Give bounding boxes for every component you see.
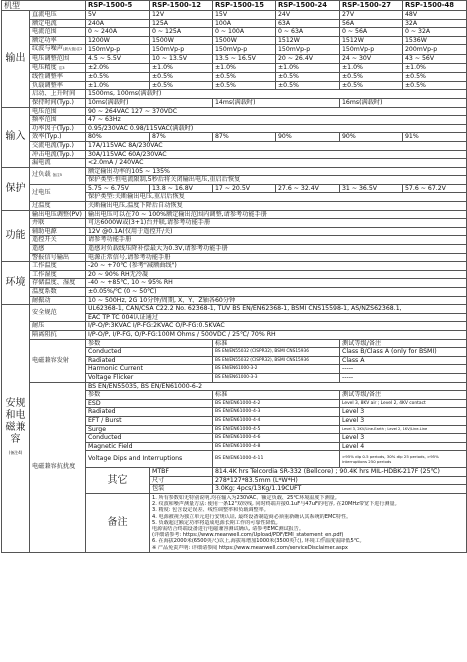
section-notes: 备注 <box>86 494 150 553</box>
note-line: 5. 负载超过额定功率将造成电源长期工作的可靠性降低。 <box>152 519 281 526</box>
cell: 0.95/230VAC 0.98/115VAC(满载时) <box>86 124 467 133</box>
input-row <box>2 116 467 125</box>
model-name: RSP-1500-12 <box>150 1 213 11</box>
cell: EAC TP TC 004认证通过 <box>86 313 467 322</box>
input-row <box>2 159 467 168</box>
output-row <box>2 90 467 99</box>
cell: 0 ~ 125A <box>150 28 213 37</box>
environment-row <box>2 262 467 271</box>
cell: BS EN/EN61000-4-2 <box>213 399 340 408</box>
cell: 150mVp-p <box>86 45 150 55</box>
cell: ±1.0% <box>213 63 276 73</box>
cell: BS EN/EN61000-3-2 <box>213 365 340 374</box>
cell: 20 ~ 26.4V <box>276 54 340 63</box>
row-label: 工作温度 <box>30 262 86 271</box>
cell: ±0.05%/℃ (0 ~ 50℃) <box>86 288 467 297</box>
cell: 87% <box>150 133 213 142</box>
cell: 3.0Kg; 4pcs/13Kg/1.19CUFT <box>213 485 467 494</box>
cell: 参数 <box>86 391 213 400</box>
function-row <box>2 236 467 245</box>
cell: Level 3 <box>340 416 467 425</box>
cell: Radiated <box>86 408 213 417</box>
cell: 57.6 ~ 67.2V <box>403 184 467 193</box>
cell: 24 ~ 30V <box>340 54 403 63</box>
row-label: 警报信号输出 <box>30 253 86 262</box>
cell: 150mVp-p <box>340 45 403 55</box>
spec-table <box>1 0 467 553</box>
output-row <box>2 19 467 28</box>
cell: 17 ~ 20.5V <box>213 184 276 193</box>
row-label: 线性调整率 <box>30 73 86 82</box>
output-row <box>2 98 467 107</box>
row-label: 启动、上升时间 <box>30 90 86 99</box>
cell: 0 ~ 63A <box>276 28 340 37</box>
cell: 参数 <box>86 339 213 348</box>
note-text: (最大值)注2 <box>62 47 83 52</box>
cell: 1500W <box>213 36 276 45</box>
input-row <box>2 150 467 159</box>
emc-emission-row <box>2 339 467 348</box>
cell: 0 ~ 100A <box>213 28 276 37</box>
cell: 30A/115VAC 60A/230VAC <box>86 150 467 159</box>
cell: ±0.5% <box>150 81 213 90</box>
section-function: 功能 <box>2 210 30 262</box>
row-label: 包装 <box>150 485 213 494</box>
cell: Class B/Class A (only for BSMI) <box>340 348 467 357</box>
cell: 保护类型:关断输出电压,重启后恢复 <box>86 193 467 202</box>
cell: 1512W <box>340 36 403 45</box>
cell: ±0.5% <box>213 73 276 82</box>
section-other: 其它 <box>86 468 150 494</box>
cell: ±2.0% <box>86 63 150 73</box>
cell: 1512W <box>276 36 340 45</box>
function-row <box>2 245 467 254</box>
cell: 31 ~ 36.5V <box>340 184 403 193</box>
cell: 150mVp-p <box>150 45 213 55</box>
input-row <box>2 141 467 150</box>
model-header-row <box>2 1 467 11</box>
cell: ±0.5% <box>150 73 213 82</box>
model-name: RSP-1500-27 <box>340 1 403 11</box>
model-name: RSP-1500-24 <box>276 1 340 11</box>
cell: 10 ~ 13.5V <box>150 54 213 63</box>
cell: 标准 <box>213 391 340 400</box>
cell: I/P-O/P:3KVAC I/P-FG:2KVAC O/P-FG:0.5KVAC <box>86 322 467 331</box>
cell: ±0.5% <box>340 81 403 90</box>
function-row <box>2 219 467 228</box>
row-label: MTBF <box>150 468 213 477</box>
label-text: 电压精度 <box>32 63 57 71</box>
row-label: 冲击电流(Typ.) <box>30 150 86 159</box>
cell: 90% <box>276 133 340 142</box>
row-label: 电流范围 <box>30 28 86 37</box>
cell: Harmonic Current <box>86 365 213 374</box>
cell: Surge <box>86 425 213 434</box>
safety-row <box>2 330 467 339</box>
cell: 150mVp-p <box>213 45 276 55</box>
cell: 87% <box>213 133 276 142</box>
cell: ±1.0% <box>276 63 340 73</box>
cell: 0 ~ 56A <box>340 28 403 37</box>
note-line: 1. 所有参数如无特别说明,均在输入为230VAC、额定负载、25℃环境温度下测量。 <box>152 495 340 502</box>
row-label: 遥感 <box>30 245 86 254</box>
cell: BS EN/EN61000-4-11 <box>213 451 340 468</box>
cell: 90 ~ 264VAC 127 ~ 370VDC <box>86 107 467 116</box>
row-label: 漏电流 <box>30 159 86 168</box>
cell: 15V <box>213 11 276 20</box>
input-row <box>2 124 467 133</box>
cell: 91% <box>403 133 467 142</box>
row-label: 耐压 <box>30 322 86 331</box>
cell: Level 4 <box>340 442 467 451</box>
cell: 47 ~ 63Hz <box>86 116 467 125</box>
cell: 32A <box>403 19 467 28</box>
note-text: 备注5 <box>52 173 63 178</box>
cell: 278*127*83.5mm (L*W*H) <box>213 476 467 485</box>
row-label: 功率因子(Typ.) <box>30 124 86 133</box>
row-label: 频率范围 <box>30 116 86 125</box>
row-label: 并联 <box>30 219 86 228</box>
section-safety-emc <box>2 305 30 553</box>
cell: 14ms(满载时) <box>213 98 340 107</box>
row-label <box>30 63 86 73</box>
row-label: 过温度 <box>30 202 86 211</box>
cell: 814.4K hrs Telcordia SR-332 (Bellcore) ; 90.4K hrs MIL-HDBK-217F (25℃) <box>213 468 467 477</box>
cell: 可达6000W或(3+1)台并联,请参考功能手册 <box>86 219 467 228</box>
cell: BS EN/EN55032 (CISPR32), BSMI CNS15936 <box>213 348 340 357</box>
model-header-label: 机型 <box>2 1 86 11</box>
output-row <box>2 28 467 37</box>
cell: 测试等级/备注 <box>340 339 467 348</box>
cell: <2.0mA / 240VAC <box>86 159 467 168</box>
cell: BS EN/EN61000-4-8 <box>213 442 340 451</box>
note-line: 2. 纹波和噪声测量方法: 使用一条12"双绞线, 同时终端并接0.1uF与47uF的电容, 在20MHz带宽下进行测量。 <box>152 501 400 508</box>
cell: 5.75 ~ 6.75V <box>86 184 150 193</box>
row-label <box>30 167 86 184</box>
section-output: 输出 <box>2 11 30 108</box>
cell: UL62368-1, CAN/CSA C22.2 No. 62368-1, TUV BS EN/EN62368-1, BSMI CNS15598-1, AS/NZS62368.1, <box>86 305 467 314</box>
cell: BS EN/EN61000-4-3 <box>213 408 340 417</box>
cell: 额定输出功率的105 ~ 135% <box>86 167 467 176</box>
cell: 电源正常信号,请参考功能手册 <box>86 253 467 262</box>
function-row <box>2 253 467 262</box>
output-row <box>2 45 467 55</box>
cell: 12V @0.1A(仅用于遥控开/关) <box>86 227 467 236</box>
note-line: (详细请参考: https://www.meanwell.com/Upload/PDF/EMI_statement_en.pdf) <box>152 532 344 539</box>
cell: ±0.5% <box>213 81 276 90</box>
cell: ±1.0% <box>340 63 403 73</box>
cell: ±0.5% <box>340 73 403 82</box>
cell: 20 ~ 90% RH无冷凝 <box>86 270 467 279</box>
row-label: 辅助电源 <box>30 227 86 236</box>
note-text: (备注4) <box>8 450 23 456</box>
row-label: 额定电流 <box>30 19 86 28</box>
input-row <box>2 133 467 142</box>
model-name: RSP-1500-5 <box>86 1 150 11</box>
output-row <box>2 36 467 45</box>
note-text: 注3 <box>58 65 65 70</box>
cell: 关断输出电压,温度下降后自动恢复 <box>86 202 467 211</box>
note-line: ※ 产品免责声明: 详细请参阅 https://www.meanwell.com/serviceDisclaimer.aspx <box>152 544 348 551</box>
cell: ----- <box>340 373 467 382</box>
emc-immunity-row <box>2 382 467 391</box>
cell: Conducted <box>86 434 213 443</box>
cell: 150mVp-p <box>276 45 340 55</box>
cell: ±0.5% <box>403 73 467 82</box>
row-label: 保持时间(Typ.) <box>30 98 86 107</box>
safety-row <box>2 305 467 314</box>
note-line: 3. 精度: 包含设定误差、线性调整率和负载调整率。 <box>152 507 269 514</box>
cell: Class A <box>340 356 467 365</box>
environment-row <box>2 296 467 305</box>
section-label: 安规和电磁兼容 <box>5 398 26 446</box>
cell: 标准 <box>213 339 340 348</box>
output-row <box>2 81 467 90</box>
row-label <box>30 45 86 55</box>
cell: 16ms(满载时) <box>340 98 467 107</box>
row-label: 安全规范 <box>30 305 86 322</box>
cell: BS EN/EN55035, BS EN/EN61000-6-2 <box>86 382 467 391</box>
row-label: 温度系数 <box>30 288 86 297</box>
cell: ±1.0% <box>403 63 467 73</box>
protection-row <box>2 167 467 176</box>
protection-row <box>2 202 467 211</box>
cell: BS EN/EN61000-4-4 <box>213 416 340 425</box>
input-row <box>2 107 467 116</box>
cell: 17A/115VAC 8A/230VAC <box>86 141 467 150</box>
cell: 5V <box>86 11 150 20</box>
cell: EFT / Burst <box>86 416 213 425</box>
row-label: 尺寸 <box>150 476 213 485</box>
cell: 43 ~ 56V <box>403 54 467 63</box>
cell: ±1.0% <box>150 63 213 73</box>
cell: 90% <box>340 133 403 142</box>
section-input: 输入 <box>2 107 30 167</box>
cell: 请参考功能手册 <box>86 236 467 245</box>
cell: BS EN/EN55032 (CISPR32), BSMI CNS15936 <box>213 356 340 365</box>
notes-body <box>150 494 467 553</box>
cell: >95% dip 0.5 periods, 30% dip 25 periods, >95% interruptions 250 periods <box>340 451 467 468</box>
cell: Conducted <box>86 348 213 357</box>
output-row <box>2 63 467 73</box>
section-environment: 环境 <box>2 262 30 305</box>
model-name: RSP-1500-48 <box>403 1 467 11</box>
cell: BS EN/EN61000-4-5 <box>213 425 340 434</box>
cell: Level 3, 8KV air ; Level 2, 4KV contact <box>340 399 467 408</box>
row-label: 耐振动 <box>30 296 86 305</box>
row-label: 直流电压 <box>30 11 86 20</box>
cell: ±0.5% <box>403 81 467 90</box>
cell: 12V <box>150 11 213 20</box>
function-row <box>2 210 467 219</box>
model-name: RSP-1500-15 <box>213 1 276 11</box>
cell: 13.8 ~ 16.8V <box>150 184 213 193</box>
cell: 测试等级/备注 <box>340 391 467 400</box>
cell: -40 ~ +85℃, 10 ~ 95% RH <box>86 279 467 288</box>
cell: 保护类型:恒电流限制,5秒后将关闭输出电压,重启后恢复 <box>86 176 467 185</box>
environment-row <box>2 279 467 288</box>
output-row <box>2 11 467 20</box>
cell: 24V <box>276 11 340 20</box>
cell: 10 ~ 500Hz, 2G 10分钟/周期, X、Y、Z轴各60分钟 <box>86 296 467 305</box>
row-label: 电磁兼容发射 <box>30 339 86 382</box>
cell: 13.5 ~ 16.5V <box>213 54 276 63</box>
row-label: 工作湿度 <box>30 270 86 279</box>
cell: 1500ms, 100ms(满载时) <box>86 90 467 99</box>
row-label: 电磁兼容抗扰度 <box>30 382 86 552</box>
note-line: 电源需结合终端设备进行电磁兼容测试确认, 请参考EMC测试报告。 <box>152 526 304 533</box>
note-line: 6. 在海拔2000米(6500英尺)以上,海拔每增加1000米(3500英尺), 环境工作温度需降低5℃。 <box>152 538 365 545</box>
cell: 200mVp-p <box>403 45 467 55</box>
cell: 1536W <box>403 36 467 45</box>
label-text: 纹波与噪声 <box>32 45 63 53</box>
cell: 1500W <box>150 36 213 45</box>
cell: 240A <box>86 19 150 28</box>
note-line: 4. 电源被视为独立单元进行安规认证, 最终设备制造商必须重新确认其系统的EMC特性。 <box>152 513 352 520</box>
cell: 1200W <box>86 36 150 45</box>
cell: -20 ~ +70℃ (参考"减额曲线") <box>86 262 467 271</box>
cell: 80% <box>86 133 150 142</box>
cell: ±0.5% <box>86 73 150 82</box>
cell: ±0.5% <box>276 73 340 82</box>
row-label: 额定功率 <box>30 36 86 45</box>
cell: Magnetic Field <box>86 442 213 451</box>
cell: I/P-O/P, I/P-FG, O/P-FG:100M Ohms / 500VDC / 25℃/ 70% RH <box>86 330 467 339</box>
cell: 0 ~ 32A <box>403 28 467 37</box>
section-protection: 保护 <box>2 167 30 210</box>
function-row <box>2 227 467 236</box>
row-label: 效率(Typ.) <box>30 133 86 142</box>
output-row <box>2 54 467 63</box>
label-text: 过负载 <box>32 171 51 179</box>
environment-row <box>2 270 467 279</box>
row-label: 交流电流(Typ.) <box>30 141 86 150</box>
row-label: 遥控开关 <box>30 236 86 245</box>
cell: ----- <box>340 365 467 374</box>
cell: 输出电压可以在70 ~ 100%额定输出范围内调整,请参考功能手册 <box>86 210 467 219</box>
row-label: 负载调整率 <box>30 81 86 90</box>
cell: ±1.0% <box>86 81 150 90</box>
cell: Level 3 <box>340 408 467 417</box>
cell: 63A <box>276 19 340 28</box>
row-label: 过电压 <box>30 184 86 201</box>
cell: 48V <box>403 11 467 20</box>
protection-row <box>2 184 467 193</box>
cell: Voltage Dips and Interruptions <box>86 451 213 468</box>
cell: 10ms(满载时) <box>86 98 213 107</box>
cell: 56A <box>340 19 403 28</box>
safety-row <box>2 322 467 331</box>
cell: BS EN/EN61000-4-6 <box>213 434 340 443</box>
cell: 27V <box>340 11 403 20</box>
environment-row <box>2 288 467 297</box>
cell: BS EN/EN61000-3-3 <box>213 373 340 382</box>
cell: 27.6 ~ 32.4V <box>276 184 340 193</box>
row-label: 存储温度、湿度 <box>30 279 86 288</box>
cell: Voltage Flicker <box>86 373 213 382</box>
row-label: 电压调整范围 <box>30 54 86 63</box>
row-label: 隔离阻抗 <box>30 330 86 339</box>
cell: ESD <box>86 399 213 408</box>
cell: 4.5 ~ 5.5V <box>86 54 150 63</box>
cell: Level 3, 2KV/Line-Earth ; Level 2, 1KV/Line-Line <box>340 425 467 434</box>
cell: Level 3 <box>340 434 467 443</box>
cell: Radiated <box>86 356 213 365</box>
cell: 0 ~ 240A <box>86 28 150 37</box>
cell: 100A <box>213 19 276 28</box>
cell: 125A <box>150 19 213 28</box>
cell: ±0.5% <box>276 81 340 90</box>
row-label: 电压范围 <box>30 107 86 116</box>
output-row <box>2 73 467 82</box>
row-label: 输出电压调整(PV) <box>30 210 86 219</box>
cell: 遥感对负载线压降补偿最大为0.3V,请参考功能手册 <box>86 245 467 254</box>
